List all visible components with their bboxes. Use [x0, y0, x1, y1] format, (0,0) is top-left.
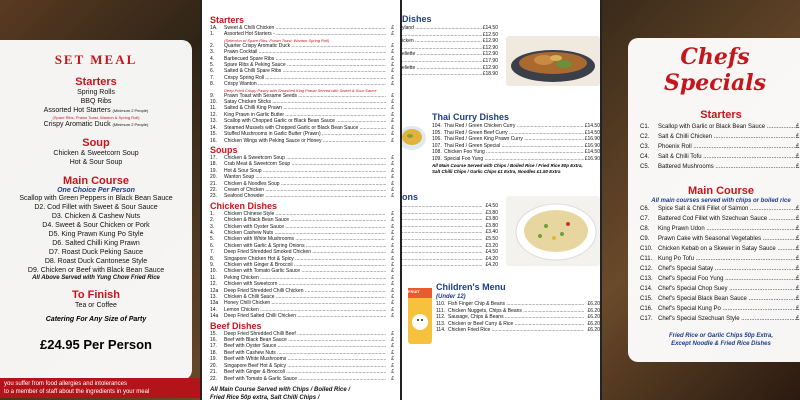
menu-item: 4. Barbecued Spare Ribs ..... £ — [210, 56, 394, 62]
set-meal-main-sub: One Choice Per Person — [57, 187, 135, 194]
chefs-card — [628, 38, 800, 362]
soups-heading: Soups — [210, 144, 238, 155]
set-meal-soup: Hot & Sour Soup — [69, 159, 123, 166]
thai-list — [432, 123, 600, 163]
chefs-starters-heading: Starters — [700, 109, 742, 121]
allergy-banner — [0, 378, 200, 398]
menu-item: 8. Singapore Chicken Hot & Spicy ..... £ — [210, 256, 394, 262]
menu-item: 9. Chicken with Ginger & Broccoli ..... £ — [210, 262, 394, 268]
fried-rice-photo — [506, 196, 600, 266]
menu-item: 5. Chicken with White Mushrooms ..... £ — [210, 236, 394, 242]
menu-item: 18. Crab Meat & Sweetcorn Soup ..... £ — [210, 161, 394, 167]
menu-item: C10. Chicken Kebab on a Skewer in Satay Sauce ..... £ — [640, 244, 800, 254]
menu-item: C6. Spice Salt & Chilli Fillet of Salmon ..... £ — [640, 204, 800, 214]
set-meal-assorted-note: (Spare Ribs, Prawn Toast, Wanton & Spring Roll) — [52, 115, 140, 120]
menu-item: C8. King Prawn Udon ..... £ — [640, 224, 800, 234]
menu-item: C13. Chef's Special Foo Yung ..... £ — [640, 274, 800, 284]
menu-item: C11. Kung Po Tofu ..... £ — [640, 254, 800, 264]
noodle-dish-photo — [506, 36, 600, 86]
menu-item: 13a Honey Chilli Chicken ..... £ — [210, 300, 394, 306]
menu-item: 11. Peking Chicken ..... £ — [210, 275, 394, 281]
menu-item: ..... £4.50 — [402, 249, 498, 256]
menu-item: ..... £3.40 — [402, 229, 498, 236]
beef-list — [210, 331, 394, 382]
set-meal-main-item: D8. Roast Duck Cantonese Style — [44, 258, 148, 265]
menu-item: ..... £4.50 — [402, 203, 498, 210]
menu-item: 11. Salted & Chilli King Prawn ..... £ — [210, 105, 394, 111]
menu-item: 8. Crispy Wanton ..... £ — [210, 81, 394, 87]
set-meal-main-item: D5. King Prawn Kung Po Style — [48, 231, 144, 238]
menu-item: 9. Prawn Toast with Sesame Seeds ..... £ — [210, 93, 394, 99]
main-course-footnote: All Main Course Served with Chips / Boiled Rice / Fried Rice 50p extra, Salt Chilli Chips / — [210, 386, 351, 400]
menu-item: 13. Chicken & Chilli Sauce ..... £ — [210, 294, 394, 300]
menu-item: 10. Satay Chicken Sticks ..... £ — [210, 99, 394, 105]
menu-item: C2. Salt & Chilli Chicken ..... £ — [640, 132, 800, 142]
menu-item: 6. Chicken with Garlic & Spring Onions ..... £ — [210, 243, 394, 249]
menu-item: 108. Chicken Foo Yung ..... £14.50 — [432, 149, 600, 156]
set-meal-panel — [0, 0, 200, 400]
menu-item: 20. Wanton Soup ..... £ — [210, 174, 394, 180]
menu-item: C3. Phoenix Roll ..... £ — [640, 142, 800, 152]
menu-item: eliette ..... £12.90 — [402, 65, 498, 72]
chefs-title: Chefs Specials — [663, 44, 767, 96]
menu-item: ..... £17.90 — [402, 58, 498, 65]
menu-item: 23. Seafood Chowder ..... £ — [210, 193, 394, 199]
menu-item: icken ..... £12.90 — [402, 38, 498, 45]
chefs-main-heading: Main Course — [687, 185, 754, 197]
menu-item: C5. Battered Mushrooms ..... £ — [640, 162, 800, 172]
ons-list — [402, 203, 498, 269]
set-meal-soup: Chicken & Sweetcorn Soup — [53, 150, 139, 157]
menu-item: 104. Thai Red / Green Chicken Curry ..... £14.50 — [432, 123, 600, 130]
chefs-footnote: Fried Rice or Garlic Chips 50p Extra, Except Noodle & Fried Rice Dishes — [668, 333, 774, 347]
menu-item: C1. Scallop with Garlic or Black Bean Sauce ..... £ — [640, 122, 800, 132]
juice-label: FRUIT — [408, 289, 420, 294]
chefs-mains-list — [640, 204, 800, 324]
chicken-list — [210, 211, 394, 320]
menu-item: 6. Salted & Chilli Spare Ribs ..... £ — [210, 68, 394, 74]
set-meal-main-item: D3. Chicken & Cashew Nuts — [51, 213, 141, 220]
set-meal-all-above: All Above Served with Yung Chow Fried Rice — [32, 275, 160, 281]
menu-item: ..... £12.50 — [402, 32, 498, 39]
menu-item: 1. Chicken Chinese Style ..... £ — [210, 211, 394, 217]
menu-item: C14. Chef's Special Chop Suey ..... £ — [640, 284, 800, 294]
menu-item: C4. Salt & Chilli Tofu ..... £ — [640, 152, 800, 162]
menu-item: 1. Assorted Hot Starters - ..... £ — [210, 31, 394, 37]
set-meal-assorted: Assorted Hot Starters (Minimum 2 People) — [43, 107, 149, 114]
soups-list — [210, 155, 394, 200]
juice-carton-image — [406, 286, 434, 346]
ons-heading: ons — [402, 192, 419, 202]
chefs-starters-list — [640, 122, 800, 172]
ons-section — [402, 192, 498, 269]
set-meal-soup-heading: Soup — [82, 137, 110, 149]
set-meal-finish: Tea or Coffee — [75, 302, 117, 309]
set-meal-main-item: Scallop with Green Peppers in Black Bean Sauce — [19, 195, 173, 202]
set-meal-price: £24.95 Per Person — [39, 337, 153, 352]
menu-item: 16. Beef with Black Bean Sauce ..... £ — [210, 337, 394, 343]
starters-list — [210, 25, 394, 144]
set-meal-main-item: D7. Roast Duck Peking Sauce — [48, 249, 144, 256]
set-meal-main-heading: Main Course — [62, 175, 129, 187]
chefs-specials-panel — [600, 0, 800, 400]
beef-heading: Beef Dishes — [210, 320, 262, 331]
set-meal-starters-heading: Starters — [75, 76, 117, 88]
thai-section — [432, 112, 600, 175]
menu-item: 111. Chicken Nuggets, Chips & Beans ..... £6.20 — [436, 308, 600, 315]
menu-item: 16. Chicken Wings with Peking Sauce or Honey ..... £ — [210, 138, 394, 144]
menu-item: yland ..... £14.50 — [402, 25, 498, 32]
dishes-heading: Dishes — [402, 14, 432, 24]
set-meal-main-item: D9. Chicken or Beef with Black Bean Sauce — [27, 267, 165, 274]
menu-item: 12. King Prawn in Garlic Butter ..... £ — [210, 112, 394, 118]
set-meal-main-item: D2. Cod Fillet with Sweet & Sour Sauce — [34, 204, 158, 211]
menu-item: ..... £5.50 — [402, 236, 498, 243]
kids-section — [436, 282, 600, 334]
menu-item: 14. Steamed Mussels with Chopped Garlic or Black Bean Sauce ..... £ — [210, 125, 394, 131]
menu-item: 105. Thai Red / Green Beef Curry ..... £14.50 — [432, 130, 600, 137]
menu-item: ..... £12.90 — [402, 45, 498, 52]
menu-item: 18. Beef with Cashew Nuts ..... £ — [210, 350, 394, 356]
menu-item: C16. Chef's Special Kung Po ..... £ — [640, 304, 800, 314]
chefs-main-sub: All main courses served with chips or boiled rice — [651, 198, 791, 204]
menu-item: C15. Chef's Special Black Bean Sauce ..... £ — [640, 294, 800, 304]
menu-item: 22. Beef with Tomato & Garlic Sauce ..... £ — [210, 376, 394, 382]
allergy-line: to a member of staff about the ingredients in your meal — [4, 389, 150, 395]
menu-item: 7. Deep Fried Shredded Smoked Chicken ..... £ — [210, 249, 394, 255]
thai-heading: Thai Curry Dishes — [432, 112, 510, 122]
menu-item: 106. Thai Red / Green King Prawn Curry ..... £16.90 — [432, 136, 600, 143]
menu-item: C9. Prawn Cake with Seasonal Vegetables ..... £ — [640, 234, 800, 244]
chicken-heading: Chicken Dishes — [210, 200, 278, 211]
kids-list — [436, 301, 600, 334]
menu-item: 109. Special Foo Yung ..... £16.90 — [432, 156, 600, 163]
allergy-line: you suffer from food allergies and intolerances — [4, 381, 127, 387]
set-meal-title: SET MEAL — [54, 52, 138, 67]
menu-item: 17. Beef with Oyster Sauce ..... £ — [210, 343, 394, 349]
thai-footnote: All Main Course Served with Chips / Boiled Rice / Fried Rice 50p Extra, Salt Chilli Chips / Garlic Chips £1 Extra, Noodles £1.50 Extra — [432, 162, 583, 174]
menu-item: 2. Quarter Crispy Aromatic Duck ..... £ — [210, 43, 394, 49]
menu-item: 114. Chicken Fried Rice ..... £6.20 — [436, 327, 600, 334]
menu-item: ..... £3.80 — [402, 216, 498, 223]
thai-kids-panel — [400, 0, 600, 400]
menu-item: 1A. Sweet & Chilli Chicken ..... £ — [210, 25, 394, 31]
menu-item: 15. Stuffed Mushrooms in Garlic Butter (Prawn) ..... £ — [210, 131, 394, 137]
set-meal-card — [0, 40, 192, 380]
menu-item: ..... £3.80 — [402, 223, 498, 230]
menu-item: 113. Chicken or Beef Curry & Rice ..... £6.20 — [436, 321, 600, 328]
menu-item: C7. Battered Cod Fillet with Szechuan Sauce ..... £ — [640, 214, 800, 224]
menu-item: 5. Spare Ribs & Peking Sauce ..... £ — [210, 62, 394, 68]
menu-item: C12. Chef's Special Satay ..... £ — [640, 264, 800, 274]
starters-heading: Starters — [210, 15, 245, 25]
set-meal-starter: Spring Rolls — [77, 89, 115, 96]
kids-sub: (Under 12) — [436, 294, 466, 300]
menu-item: 12a Deep Fried Shredded Chilli Chicken ..... £ — [210, 288, 394, 294]
menu-item: 20. Singapore Beef Hot & Spicy ..... £ — [210, 363, 394, 369]
menu-item: ..... £18.90 — [402, 71, 498, 78]
menu-item: 110. Fish Finger Chip & Beans ..... £6.20 — [436, 301, 600, 308]
set-meal-main-item: D4. Sweet & Sour Chicken or Pork — [42, 222, 150, 229]
main-menu-panel — [200, 0, 400, 400]
set-meal-finish-heading: To Finish — [71, 289, 121, 301]
set-meal-catering: Catering For Any Size of Party — [45, 316, 147, 323]
menu-item: 12. Chicken with Sweetcorn ..... £ — [210, 281, 394, 287]
curry-photo — [402, 116, 428, 156]
kids-heading: Children's Menu — [436, 282, 506, 292]
menu-item-note: Deep Fried Crispy Pastry with Smashed King Prawn Served with Sweet & Sour Sauce — [224, 87, 377, 93]
set-meal-starter: BBQ Ribs — [80, 98, 112, 105]
menu-item: 13. Scallop with Chopped Garlic or Black Bean Sauce ..... £ — [210, 118, 394, 124]
menu-item: 4. Chicken Cashew Nuts ..... £ — [210, 230, 394, 236]
menu-item: 107. Thai Red / Green Special ..... £16.90 — [432, 143, 600, 150]
menu-item: 15. Deep Fried Shredded Chilli Beef ..... £ — [210, 331, 394, 337]
menu-item: 19. Beef with White Mushrooms ..... £ — [210, 356, 394, 362]
menu-item: 3. Chicken with Oyster Sauce ..... £ — [210, 224, 394, 230]
menu-item: 21. Beef with Ginger & Broccoli ..... £ — [210, 369, 394, 375]
menu-item: 7. Crispy Spring Roll ..... £ — [210, 75, 394, 81]
menu-item: 21. Chicken & Noodles Soup ..... £ — [210, 181, 394, 187]
menu-item: ..... £4.20 — [402, 256, 498, 263]
dishes-list — [402, 25, 498, 78]
menu-item: 17. Chicken & Sweetcorn Soup ..... £ — [210, 155, 394, 161]
menu-item: 112. Sausage, Chips & Beans ..... £6.20 — [436, 314, 600, 321]
menu-item: 19. Hot & Sour Soup ..... £ — [210, 168, 394, 174]
menu-item: 2. Chicken & Black Bean Sauce ..... £ — [210, 217, 394, 223]
menu-item: C17. Chef's Special Szechuan Style ..... £ — [640, 314, 800, 324]
menu-item: 3. Prawn Cocktail ..... £ — [210, 49, 394, 55]
menu-item: 14. Lemon Chicken ..... £ — [210, 307, 394, 313]
menu-item: eliette ..... £12.90 — [402, 51, 498, 58]
menu-item: 10. Chicken with Tomato Garlic Sauce ..... £ — [210, 268, 394, 274]
menu-item: ..... £4.20 — [402, 262, 498, 269]
menu-item: 22. Cream of Chicken ..... £ — [210, 187, 394, 193]
menu-item: ..... £3.20 — [402, 243, 498, 250]
menu-item-note: (Selection of Spare Ribs, Prawn Toast, Wanton Spring Roll) — [224, 37, 330, 43]
menu-item: 14a Deep Fried Salted Chilli Chicken ..... £ — [210, 313, 394, 319]
menu-item: ..... £3.80 — [402, 210, 498, 217]
set-meal-crispy: Crispy Aromatic Duck (Minimum 2 People) — [43, 121, 149, 128]
set-meal-main-item: D6. Salted Chilli King Prawn — [52, 240, 140, 247]
